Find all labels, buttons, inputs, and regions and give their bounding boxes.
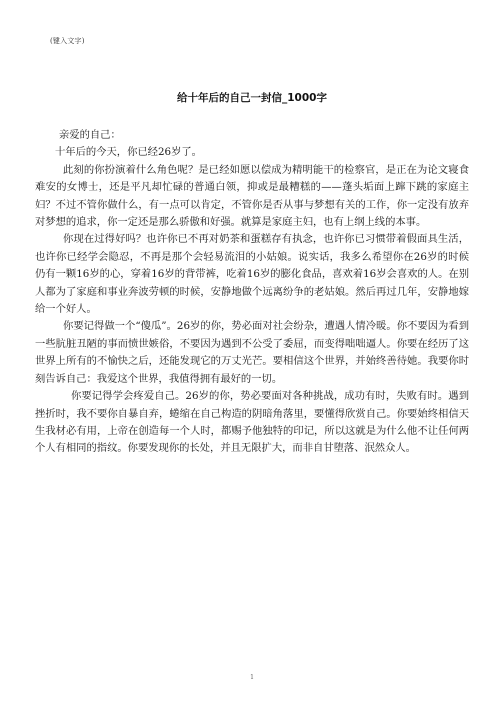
paragraph-1: 此刻的你扮演着什么角色呢？是已经如愿以偿成为精明能干的检察官，是正在为论文寝食难安的女博士，还是平凡却忙碌的普通白领，抑或是最糟糕的——蓬头垢面上蹿下跳的家庭主妇？不过不管你做什么，有一点可以肯定，不管你是否从事与梦想有关的工作，你一定没有放弃对梦想的追求，你一定还是那么骄傲和好强。就算是家庭主妇，也有上纲上线的本事。: [35, 163, 469, 229]
paragraph-3: 你要记得做一个“傻瓜”。26岁的你，势必面对社会纷杂，遭遇人情冷暖。你不要因为看到一些肮脏丑陋的事而愤世嫉俗，不要因为遇到不公受了委屈，而变得咄咄逼人。你要在经历了这世界上所有的不愉快之后，还能发现它的万丈光芒。要相信这个世界，并始终善待她。我要你时刻告诉自己：我爱这个世界，我值得拥有最好的一切。: [35, 320, 469, 385]
letter-body: [35, 127, 469, 458]
document-title: 给十年后的自己一封信_1000字: [177, 92, 327, 104]
page-number: 1: [250, 674, 254, 681]
paragraph-2: 你现在过得好吗？也许你已不再对奶茶和蛋糕存有执念，也许你已习惯带着假面具生活，也许你已经学会隐忍，不再是那个会轻易流泪的小姑娘。说实话，我多么希望你在26岁的时候仍有一颗16岁的心，穿着16岁的背带裤，吃着16岁的膨化食品，喜欢着16岁会喜欢的人。在别人都为了家庭和事业奔波劳顿的时候，安静地做个远离纷争的老姑娘。然后再过几年，安静地嫁给一个好人。: [35, 233, 469, 316]
salutation: 亲爱的自己：: [59, 129, 121, 141]
opening-line: 十年后的今天，你已经26岁了。: [55, 146, 202, 159]
header-placeholder-text: (键入文字): [50, 37, 85, 45]
paragraph-4: 你要记得学会疼爱自己。26岁的你，势必要面对各种挑战，成功有时，失败有时。遇到挫折时，我不要你自暴自弃，蜷缩在自己构造的阴暗角落里，要懂得欣赏自己。你要始终相信天生我材必有用，上帝在创造每一个人时，都赐予他独特的印记，所以这就是为什么他不让任何两个人有相同的指纹。你要发现你的长处，并且无限扩大，而非自甘堕落、泯然众人。: [35, 390, 469, 455]
